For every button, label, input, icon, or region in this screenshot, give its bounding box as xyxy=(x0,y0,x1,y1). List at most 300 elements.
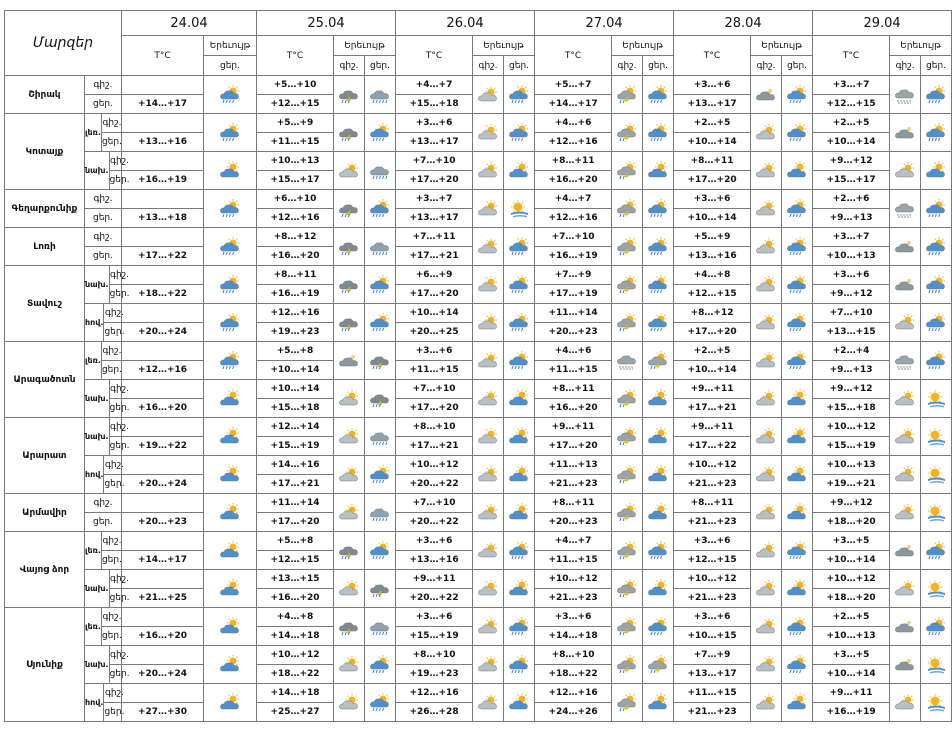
sun-haze-icon xyxy=(921,494,952,532)
sun-haze-icon xyxy=(921,570,952,608)
cloud-sun-thunder-icon xyxy=(612,380,643,418)
temp-day: +18…+20 xyxy=(813,513,890,532)
cloud-sun-blue-icon xyxy=(204,684,257,722)
temp-day: +13…+16 xyxy=(674,247,751,266)
temp-day: +12…+15 xyxy=(674,285,751,304)
temp-day: +21…+23 xyxy=(674,589,751,608)
temp-day: +9…+13 xyxy=(813,209,890,228)
night-label: գիշ. xyxy=(85,76,122,95)
thunder-rain-icon xyxy=(334,114,365,152)
cloud-sun-thunder-icon xyxy=(612,190,643,228)
day-label: ցեր. xyxy=(85,247,122,266)
cloud-sun-icon xyxy=(751,494,782,532)
temp-night: +8…+12 xyxy=(257,228,334,247)
temp-night: +4…+8 xyxy=(257,608,334,627)
table-row xyxy=(5,114,952,133)
day-label: ցեր. xyxy=(104,327,125,337)
cloud-sun-blue-icon xyxy=(504,570,535,608)
temp-night-empty xyxy=(122,266,204,285)
temp-col-header: T°C xyxy=(396,36,473,76)
cloud-sun-rain-icon xyxy=(782,190,813,228)
cloud-sun-icon xyxy=(751,304,782,342)
night-label: գիշ. xyxy=(109,152,129,171)
sun-haze-icon xyxy=(504,190,535,228)
cloud-sun-icon xyxy=(751,456,782,494)
day-label: ցեր. xyxy=(109,175,130,185)
temp-day: +14…+18 xyxy=(535,627,612,646)
table-row xyxy=(5,532,952,551)
zone-label: լեռ. xyxy=(85,608,101,645)
table-row xyxy=(5,342,952,361)
table-row xyxy=(5,228,952,247)
temp-day: +15…+18 xyxy=(257,399,334,418)
cloud-sun-icon xyxy=(473,684,504,722)
temp-day: +15…+17 xyxy=(813,171,890,190)
cloud-rain-heavy-icon xyxy=(365,76,396,114)
phen-col-header: Երեւույթ xyxy=(334,36,396,56)
cloud-dark-icon xyxy=(751,76,782,114)
cloud-sun-icon xyxy=(334,152,365,190)
sun-haze-icon xyxy=(921,456,952,494)
temp-day: +15…+18 xyxy=(396,95,473,114)
temp-day: +12…+15 xyxy=(257,95,334,114)
cloud-sun-blue-icon xyxy=(504,380,535,418)
cloud-dark-icon xyxy=(334,342,365,380)
night-label: գիշ. xyxy=(85,494,122,513)
night-label: գիշ. xyxy=(104,304,124,323)
temp-night-empty xyxy=(122,304,204,323)
region-name: Տավուշ xyxy=(5,266,85,342)
temp-day: +24…+26 xyxy=(535,703,612,722)
night-label: գիշ. xyxy=(85,228,122,247)
temp-night: +7…+10 xyxy=(535,228,612,247)
temp-night: +7…+10 xyxy=(813,304,890,323)
zone-label: նախ. xyxy=(85,570,109,607)
temp-day: +20…+22 xyxy=(396,513,473,532)
cloud-sun-blue-icon xyxy=(643,494,674,532)
cloud-dark-icon xyxy=(890,646,921,684)
temp-day: +17…+20 xyxy=(535,437,612,456)
cloud-sun-rain-icon xyxy=(504,76,535,114)
temp-night: +9…+12 xyxy=(813,152,890,171)
temp-day: +20…+24 xyxy=(122,323,204,342)
cloud-sun-icon xyxy=(473,418,504,456)
cloud-sun-blue-icon xyxy=(782,494,813,532)
cloud-sun-icon xyxy=(751,266,782,304)
cloud-sun-icon xyxy=(473,456,504,494)
cloud-sun-blue-icon xyxy=(204,418,257,456)
temp-day: +18…+22 xyxy=(535,665,612,684)
temp-day: +20…+24 xyxy=(122,475,204,494)
night-label: գիշ. xyxy=(101,114,121,133)
temp-night: +9…+11 xyxy=(396,570,473,589)
forecast-body xyxy=(5,76,952,722)
temp-night: +7…+10 xyxy=(396,380,473,399)
temp-night: +3…+6 xyxy=(396,532,473,551)
cloud-sun-rain-icon xyxy=(365,646,396,684)
zone-label: նախ. xyxy=(85,152,109,189)
temp-day: +20…+22 xyxy=(396,475,473,494)
temp-day: +13…+15 xyxy=(813,323,890,342)
cloud-sun-blue-icon xyxy=(504,684,535,722)
temp-night: +6…+10 xyxy=(257,190,334,209)
temp-night: +3…+6 xyxy=(813,266,890,285)
temp-day: +19…+21 xyxy=(813,475,890,494)
period-day-label: ցեր. xyxy=(643,56,674,76)
cloud-dark-icon xyxy=(890,266,921,304)
cloud-rain-heavy-icon xyxy=(365,418,396,456)
zone-cell xyxy=(85,342,122,380)
cloud-sun-icon xyxy=(334,684,365,722)
zone-cell xyxy=(85,152,130,190)
cloud-rain-heavy-icon xyxy=(365,152,396,190)
temp-day: +21…+23 xyxy=(674,513,751,532)
temp-day: +10…+15 xyxy=(674,627,751,646)
header-row-columns xyxy=(5,36,952,56)
cloud-sun-icon xyxy=(890,304,921,342)
temp-night: +10…+13 xyxy=(813,456,890,475)
region-name: Շիրակ xyxy=(5,76,85,114)
period-day-label: ցեր. xyxy=(204,56,257,76)
cloud-sun-rain-icon xyxy=(204,342,257,380)
temp-night: +10…+14 xyxy=(257,380,334,399)
cloud-dark-icon xyxy=(890,532,921,570)
cloud-sun-thunder-icon xyxy=(612,152,643,190)
cloud-sun-icon xyxy=(751,646,782,684)
day-label: ցեր. xyxy=(109,441,130,451)
temp-night: +8…+10 xyxy=(535,646,612,665)
temp-night: +8…+11 xyxy=(535,380,612,399)
cloud-sun-thunder-icon xyxy=(612,570,643,608)
zone-inner xyxy=(85,456,124,493)
temp-day: +21…+23 xyxy=(674,703,751,722)
temp-night: +10…+13 xyxy=(257,152,334,171)
temp-day: +20…+24 xyxy=(122,665,204,684)
temp-night-empty xyxy=(122,494,204,513)
forecast-table xyxy=(4,10,952,722)
temp-day: +15…+19 xyxy=(396,627,473,646)
temp-night: +8…+11 xyxy=(674,494,751,513)
temp-day: +16…+19 xyxy=(813,703,890,722)
cloud-sun-icon xyxy=(473,228,504,266)
temp-night: +12…+16 xyxy=(396,684,473,703)
table-row xyxy=(5,684,952,703)
temp-day: +18…+22 xyxy=(122,285,204,304)
cloud-sun-blue-icon xyxy=(782,570,813,608)
cloud-sun-rain-icon xyxy=(504,304,535,342)
temp-night: +4…+7 xyxy=(535,190,612,209)
temp-night: +2…+6 xyxy=(813,190,890,209)
day-label: ցեր. xyxy=(101,555,122,565)
cloud-sun-icon xyxy=(890,418,921,456)
cloud-sun-blue-icon xyxy=(782,380,813,418)
temp-night-empty xyxy=(122,114,204,133)
cloud-sun-thunder-icon xyxy=(612,608,643,646)
temp-col-header: T°C xyxy=(257,36,334,76)
temp-day: +17…+19 xyxy=(535,285,612,304)
temp-night: +10…+12 xyxy=(674,456,751,475)
cloud-sun-icon xyxy=(334,570,365,608)
thunder-rain-icon xyxy=(365,570,396,608)
header-row-dates xyxy=(5,11,952,36)
cloud-sun-rain-icon xyxy=(204,304,257,342)
temp-night: +3…+6 xyxy=(674,76,751,95)
temp-day: +16…+19 xyxy=(122,171,204,190)
cloud-sun-rain-icon xyxy=(643,532,674,570)
temp-day: +12…+15 xyxy=(813,95,890,114)
temp-day: +12…+16 xyxy=(122,361,204,380)
day-label: ցեր. xyxy=(104,479,125,489)
sun-haze-icon xyxy=(921,418,952,456)
cloud-sun-thunder-icon xyxy=(612,646,643,684)
cloud-sun-rain-icon xyxy=(643,76,674,114)
cloud-sun-icon xyxy=(473,494,504,532)
temp-day: +17…+20 xyxy=(396,399,473,418)
temp-night: +3…+6 xyxy=(396,114,473,133)
table-row xyxy=(5,266,952,285)
temp-night: +12…+16 xyxy=(257,304,334,323)
temp-day: +12…+16 xyxy=(535,209,612,228)
temp-night: +3…+7 xyxy=(396,190,473,209)
cloud-sun-icon xyxy=(751,570,782,608)
temp-day: +25…+27 xyxy=(257,703,334,722)
temp-day: +16…+19 xyxy=(535,247,612,266)
region-name: Սյունիք xyxy=(5,608,85,722)
temp-night: +9…+12 xyxy=(813,380,890,399)
temp-night: +8…+11 xyxy=(674,152,751,171)
temp-night-empty xyxy=(122,342,204,361)
cloud-sun-thunder-icon xyxy=(612,114,643,152)
temp-day: +14…+17 xyxy=(122,551,204,570)
temp-night-empty xyxy=(122,456,204,475)
temp-night: +3…+7 xyxy=(813,76,890,95)
cloud-sun-icon xyxy=(751,532,782,570)
cloud-sun-thunder-icon xyxy=(643,646,674,684)
temp-night: +7…+9 xyxy=(674,646,751,665)
temp-col-header: T°C xyxy=(535,36,612,76)
temp-day: +15…+19 xyxy=(257,437,334,456)
cloud-sun-icon xyxy=(473,342,504,380)
cloud-sun-rain-icon xyxy=(782,646,813,684)
cloud-sun-rain-icon xyxy=(204,228,257,266)
temp-day: +10…+14 xyxy=(813,551,890,570)
temp-day: +20…+23 xyxy=(535,323,612,342)
cloud-sun-blue-icon xyxy=(204,532,257,570)
cloud-sun-blue-icon xyxy=(782,456,813,494)
phen-col-header: Երեւույթ xyxy=(612,36,674,56)
zone-inner xyxy=(85,532,122,569)
cloud-sun-rain-icon xyxy=(504,266,535,304)
temp-night: +14…+16 xyxy=(257,456,334,475)
cloud-rain-heavy-icon xyxy=(365,494,396,532)
cloud-sun-icon xyxy=(473,190,504,228)
temp-night: +3…+5 xyxy=(813,532,890,551)
region-name: Արարատ xyxy=(5,418,85,494)
thunder-rain-icon xyxy=(334,228,365,266)
temp-night: +11…+13 xyxy=(535,456,612,475)
day-label: ցեր. xyxy=(109,289,130,299)
temp-night: +2…+4 xyxy=(813,342,890,361)
temp-night-empty xyxy=(122,570,204,589)
temp-day: +10…+14 xyxy=(674,361,751,380)
zone-inner xyxy=(85,608,122,645)
temp-day: +13…+17 xyxy=(396,133,473,152)
date-header-3: 27.04 xyxy=(535,11,674,36)
temp-night: +3…+6 xyxy=(674,532,751,551)
zone-label: լեռ. xyxy=(85,532,101,569)
temp-day: +10…+13 xyxy=(813,627,890,646)
cloud-sun-rain-icon xyxy=(504,114,535,152)
temp-day: +20…+23 xyxy=(535,513,612,532)
zone-cell xyxy=(85,646,130,684)
cloud-sun-thunder-icon xyxy=(612,266,643,304)
phen-col-header: Երեւույթ xyxy=(751,36,813,56)
temp-day: +10…+14 xyxy=(674,133,751,152)
cloud-sun-rain-icon xyxy=(504,646,535,684)
temp-day: +20…+23 xyxy=(122,513,204,532)
cloud-sun-blue-icon xyxy=(504,494,535,532)
cloud-fog-icon xyxy=(890,190,921,228)
cloud-sun-rain-icon xyxy=(643,608,674,646)
thunder-rain-icon xyxy=(365,380,396,418)
table-row xyxy=(5,152,952,171)
temp-day: +13…+16 xyxy=(396,551,473,570)
temp-day: +9…+13 xyxy=(813,361,890,380)
cloud-sun-rain-icon xyxy=(643,266,674,304)
zone-cell xyxy=(85,608,122,646)
cloud-sun-icon xyxy=(334,380,365,418)
cloud-sun-blue-icon xyxy=(504,456,535,494)
zone-label: հով. xyxy=(85,304,104,341)
temp-day: +11…+15 xyxy=(535,551,612,570)
cloud-sun-rain-icon xyxy=(504,532,535,570)
temp-day: +21…+23 xyxy=(535,589,612,608)
temp-night: +7…+9 xyxy=(535,266,612,285)
temp-day: +16…+20 xyxy=(535,399,612,418)
temp-day: +15…+19 xyxy=(813,437,890,456)
day-label: ցեր. xyxy=(109,669,130,679)
cloud-sun-blue-icon xyxy=(782,418,813,456)
cloud-sun-rain-icon xyxy=(782,532,813,570)
temp-night: +10…+12 xyxy=(813,418,890,437)
period-day-label: ցեր. xyxy=(782,56,813,76)
zone-cell xyxy=(85,304,125,342)
period-night-label: գիշ. xyxy=(473,56,504,76)
cloud-sun-icon xyxy=(334,456,365,494)
temp-day: +10…+14 xyxy=(257,361,334,380)
temp-day: +17…+21 xyxy=(257,475,334,494)
temp-night: +10…+12 xyxy=(257,646,334,665)
temp-day: +13…+17 xyxy=(396,209,473,228)
cloud-sun-blue-icon xyxy=(921,152,952,190)
temp-night: +11…+14 xyxy=(257,494,334,513)
temp-day: +17…+20 xyxy=(396,285,473,304)
temp-night: +8…+10 xyxy=(396,646,473,665)
cloud-sun-rain-icon xyxy=(921,114,952,152)
cloud-sun-rain-icon xyxy=(504,228,535,266)
cloud-sun-icon xyxy=(473,646,504,684)
cloud-sun-icon xyxy=(334,494,365,532)
cloud-sun-rain-icon xyxy=(204,190,257,228)
cloud-sun-thunder-icon xyxy=(612,532,643,570)
temp-day: +16…+19 xyxy=(257,285,334,304)
temp-night: +2…+5 xyxy=(813,114,890,133)
temp-night: +5…+8 xyxy=(257,532,334,551)
temp-night: +3…+6 xyxy=(396,608,473,627)
temp-night: +9…+11 xyxy=(535,418,612,437)
temp-night: +7…+11 xyxy=(396,228,473,247)
temp-night: +9…+11 xyxy=(813,684,890,703)
zone-inner xyxy=(85,304,124,341)
zone-cell xyxy=(85,114,122,152)
temp-night: +11…+14 xyxy=(535,304,612,323)
zone-inner xyxy=(85,684,124,721)
cloud-sun-blue-icon xyxy=(204,570,257,608)
temp-night: +3…+6 xyxy=(396,342,473,361)
table-row xyxy=(5,608,952,627)
night-label: գիշ. xyxy=(104,684,124,703)
cloud-sun-rain-icon xyxy=(782,266,813,304)
date-header-1: 25.04 xyxy=(257,11,396,36)
cloud-sun-icon xyxy=(751,152,782,190)
cloud-sun-thunder-icon xyxy=(612,228,643,266)
cloud-sun-rain-icon xyxy=(921,532,952,570)
temp-night: +9…+12 xyxy=(813,494,890,513)
temp-night: +4…+7 xyxy=(535,532,612,551)
temp-night: +5…+9 xyxy=(674,228,751,247)
cloud-sun-rain-icon xyxy=(921,190,952,228)
cloud-sun-rain-icon xyxy=(643,304,674,342)
day-label: ցեր. xyxy=(85,513,122,532)
cloud-sun-blue-icon xyxy=(204,646,257,684)
day-label: ցեր. xyxy=(109,593,130,603)
temp-day: +13…+18 xyxy=(122,209,204,228)
temp-night: +5…+9 xyxy=(257,114,334,133)
temp-day: +10…+14 xyxy=(813,133,890,152)
temp-night-empty xyxy=(122,380,204,399)
temp-day: +17…+21 xyxy=(674,399,751,418)
temp-day: +17…+20 xyxy=(674,323,751,342)
zone-inner xyxy=(85,342,122,379)
cloud-sun-icon xyxy=(473,380,504,418)
cloud-sun-thunder-icon xyxy=(612,494,643,532)
cloud-sun-rain-icon xyxy=(921,76,952,114)
temp-day: +10…+14 xyxy=(813,665,890,684)
zone-label: լեռ. xyxy=(85,114,101,151)
cloud-sun-blue-icon xyxy=(204,608,257,646)
cloud-sun-icon xyxy=(334,646,365,684)
temp-night: +2…+5 xyxy=(813,608,890,627)
temp-day: +14…+17 xyxy=(122,95,204,114)
cloud-sun-icon xyxy=(890,380,921,418)
temp-day: +11…+15 xyxy=(535,361,612,380)
temp-day: +26…+28 xyxy=(396,703,473,722)
table-row xyxy=(5,494,952,513)
cloud-sun-blue-icon xyxy=(504,418,535,456)
day-label: ցեր. xyxy=(109,403,130,413)
night-label: գիշ. xyxy=(109,646,129,665)
temp-night: +3…+7 xyxy=(813,228,890,247)
temp-night-empty xyxy=(122,76,204,95)
region-name: Արմավիր xyxy=(5,494,85,532)
cloud-sun-icon xyxy=(334,418,365,456)
temp-day: +20…+22 xyxy=(396,589,473,608)
temp-night: +8…+11 xyxy=(535,494,612,513)
cloud-sun-blue-icon xyxy=(204,152,257,190)
table-row xyxy=(5,646,952,665)
temp-night: +3…+6 xyxy=(535,608,612,627)
zone-label: նախ. xyxy=(85,266,109,303)
